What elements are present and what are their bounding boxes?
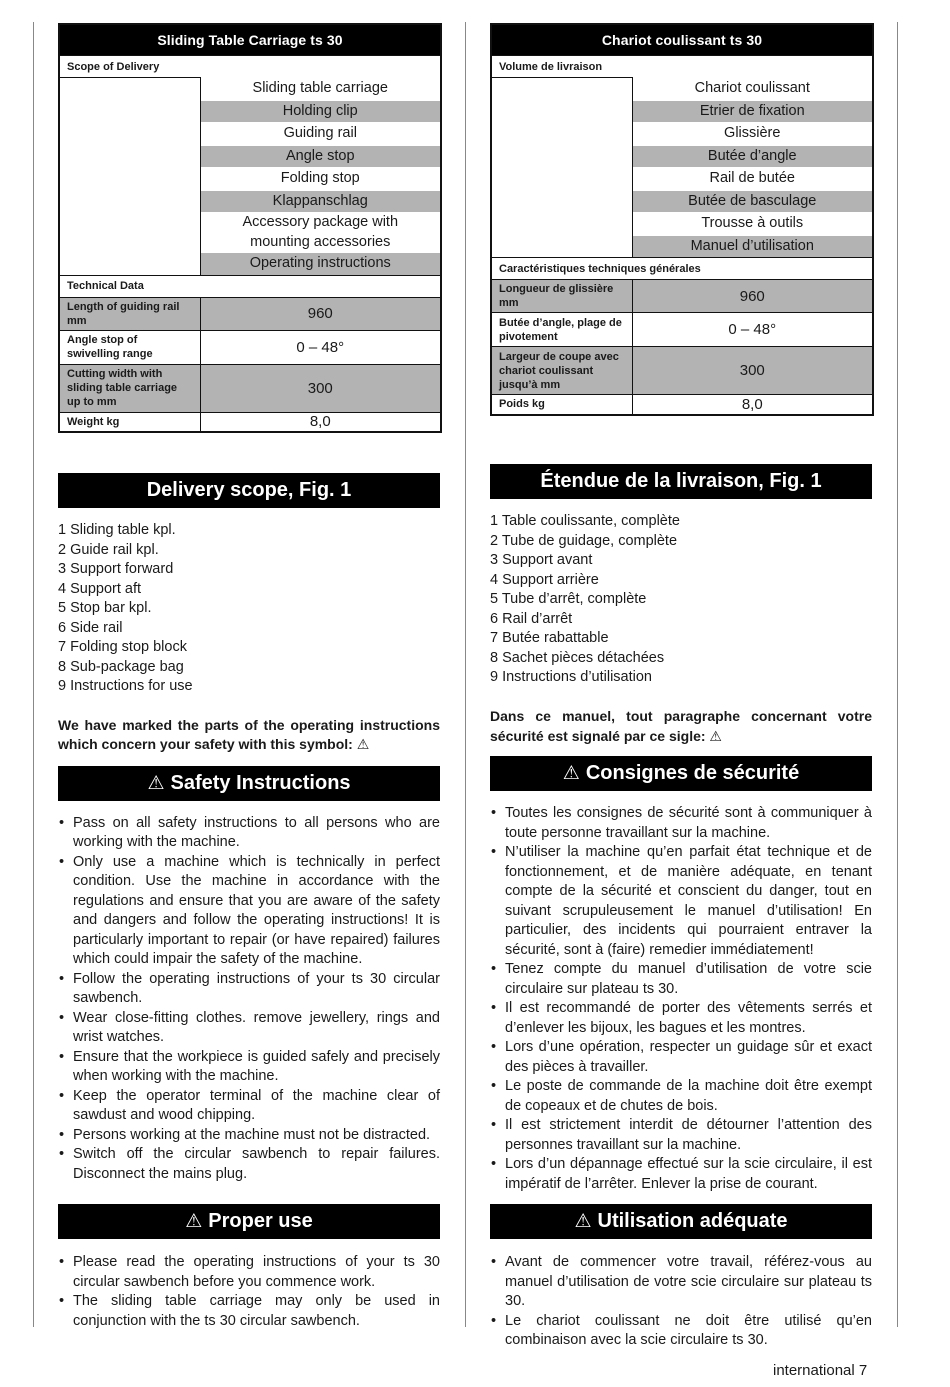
delivery-list	[490, 512, 872, 688]
tech-data-label: Caractéristiques techniques générales	[491, 258, 873, 280]
safety-instructions-heading	[490, 756, 872, 791]
scope-item: Etrier de fixation	[632, 100, 873, 123]
list-item: 6 Rail d’arrêt	[490, 610, 573, 627]
table-title: Sliding Table Carriage ts 30	[59, 24, 441, 56]
scope-blank-cell	[59, 78, 200, 276]
proper-use-list	[490, 1253, 872, 1351]
data-value: 0 – 48°	[632, 313, 873, 347]
data-label: Largeur de coupe avec chariot coulissant jusqu’à mm	[491, 347, 632, 395]
heading-text: Safety Instructions	[170, 771, 351, 794]
data-value: 300	[632, 347, 873, 395]
safety-list	[490, 804, 872, 1194]
list-item: • Ensure that the workpiece is guided safely and precisely when working with the machine.	[58, 1048, 440, 1087]
list-item: 7 Butée rabattable	[490, 630, 609, 646]
scope-item: Klappanschlag	[200, 190, 441, 213]
safety-list	[58, 814, 440, 1185]
spec-table-english	[58, 23, 442, 433]
list-item: 3 Support avant	[490, 552, 593, 568]
delivery-scope-heading: Étendue de la livraison, Fig. 1	[490, 464, 872, 499]
list-item: 5 Stop bar kpl.	[58, 600, 152, 616]
data-label: Butée d’angle, plage de pivotement	[491, 313, 632, 347]
scope-item: Butée d’angle	[632, 145, 873, 168]
list-item: • Toutes les consignes de sécurité sont à communiquer à toute personne travaillant sur la machine.	[490, 804, 872, 843]
scope-item: Butée de basculage	[632, 190, 873, 213]
page-footer: international 7	[773, 1362, 868, 1379]
scope-item: Glissière	[632, 123, 873, 146]
data-label: Weight kg	[59, 412, 200, 432]
table-title: Chariot coulissant ts 30	[491, 24, 873, 56]
data-value: 0 – 48°	[200, 330, 441, 364]
data-label: Length of guiding rail mm	[59, 297, 200, 330]
list-item: • Tenez compte du manuel d’utilisation de votre scie circulaire sur plateau ts 30.	[490, 960, 872, 999]
scope-item: Trousse à outils	[632, 213, 873, 236]
scope-item: Operating instructions	[200, 253, 441, 276]
french-column	[490, 23, 872, 1348]
right-margin-line	[897, 22, 898, 1327]
data-label: Longueur de glissière mm	[491, 280, 632, 313]
delivery-scope-heading: Delivery scope, Fig. 1	[58, 473, 440, 508]
scope-item: Folding stop	[200, 168, 441, 191]
scope-item: Angle stop	[200, 145, 441, 168]
list-item: • Please read the operating instructions of your ts 30 circular sawbench before you commence work.	[58, 1253, 440, 1292]
scope-label: Volume de livraison	[491, 56, 873, 78]
proper-use-list	[58, 1253, 440, 1331]
scope-item: Chariot coulissant	[632, 78, 873, 101]
proper-use-heading	[490, 1204, 872, 1239]
list-item: • Le chariot coulissant ne doit être utilisé qu’en combinaison avec la scie circulaire ts 30.	[490, 1312, 872, 1351]
data-value: 8,0	[200, 412, 441, 432]
scope-item: Manuel d’utilisation	[632, 235, 873, 258]
data-value: 300	[200, 364, 441, 412]
center-divider-line	[465, 22, 466, 1327]
safety-instructions-heading	[58, 766, 440, 801]
list-item: • Lors d’un dépannage effectué sur la scie circulaire, il est impératif de l’arrêter. Enlever la prise de courant.	[490, 1155, 872, 1194]
warning-icon: ⚠	[562, 763, 580, 784]
scope-blank-cell	[491, 78, 632, 258]
scope-item: Guiding rail	[200, 123, 441, 146]
list-item: • Il est strictement interdit de détourner l’attention des personnes travaillant sur la machine.	[490, 1116, 872, 1155]
warning-icon: ⚠	[147, 772, 165, 794]
list-item: 2 Tube de guidage, complète	[490, 532, 678, 549]
list-item: 3 Support forward	[58, 561, 174, 577]
tech-data-label: Technical Data	[59, 275, 441, 297]
data-label: Angle stop of swivelling range	[59, 330, 200, 364]
list-item: 2 Guide rail kpl.	[58, 541, 159, 558]
data-value: 960	[632, 280, 873, 313]
heading-text: Consignes de sécurité	[585, 762, 800, 784]
list-item: 4 Support aft	[58, 580, 142, 597]
list-item: • Lors d’une opération, respecter un guidage sûr et exact des pièces à travailler.	[490, 1038, 872, 1077]
heading-text: Proper use	[208, 1210, 313, 1232]
english-column	[58, 23, 440, 1329]
list-item: • Keep the operator terminal of the machine clear of sawdust and wood chipping.	[58, 1087, 440, 1126]
scope-item: Rail de butée	[632, 168, 873, 191]
list-item: • Le poste de commande de la machine doit être exempt de copeaux et de chutes de bois.	[490, 1077, 872, 1116]
list-item: • Follow the operating instructions of your ts 30 circular sawbench.	[58, 970, 440, 1009]
data-value: 960	[200, 297, 441, 330]
safety-symbol-note: Dans ce manuel, tout paragraphe concernant votre sécurité est signalé par ce sigle: ⚠	[490, 708, 872, 744]
scope-item: Holding clip	[200, 100, 441, 123]
safety-symbol-note: We have marked the parts of the operating instructions which concern your safety with this symbol: ⚠	[58, 716, 440, 752]
data-value: 8,0	[632, 395, 873, 415]
list-item: 1 Table coulissante, complète	[490, 513, 680, 529]
list-item: 9 Instructions for use	[58, 678, 193, 694]
data-label: Poids kg	[491, 395, 632, 415]
list-item: • Persons working at the machine must not be distracted.	[58, 1126, 440, 1146]
list-item: 7 Folding stop block	[58, 639, 187, 655]
list-item: 1 Sliding table kpl.	[58, 522, 176, 538]
list-item: 5 Tube d’arrêt, complète	[490, 591, 647, 607]
scope-item: Accessory package with mounting accessories	[200, 213, 441, 253]
scope-label: Scope of Delivery	[59, 56, 441, 78]
delivery-list	[58, 521, 440, 697]
list-item: • Only use a machine which is technically in perfect condition. Use the machine in accordance with the regulations and ensure that you are aware of the safety and dangers and follow the operating instructions! It is particularly important to repair (or have repaired) failures which could impair the safety of the machine.	[58, 853, 440, 970]
data-label: Cutting width with sliding table carriage up to mm	[59, 364, 200, 412]
list-item: • Switch off the circular sawbench to repair failures. Disconnect the mains plug.	[58, 1145, 440, 1184]
warning-icon: ⚠	[574, 1211, 592, 1232]
list-item: 9 Instructions d’utilisation	[490, 669, 652, 685]
list-item: • Il est recommandé de porter des vêtements serrés et d’enlever les bijoux, les bagues et les montres.	[490, 999, 872, 1038]
proper-use-heading	[58, 1204, 440, 1239]
list-item: 8 Sachet pièces détachées	[490, 649, 665, 666]
list-item: 6 Side rail	[58, 619, 123, 636]
left-margin-line	[33, 22, 34, 1327]
list-item: • The sliding table carriage may only be used in conjunction with the ts 30 circular sawbench.	[58, 1292, 440, 1331]
warning-icon: ⚠	[185, 1211, 203, 1232]
list-item: 4 Support arrière	[490, 571, 599, 588]
spec-table-french	[490, 23, 874, 416]
heading-text: Utilisation adéquate	[597, 1210, 788, 1232]
list-item: • Wear close-fitting clothes. remove jewellery, rings and wrist watches.	[58, 1009, 440, 1048]
list-item: • Pass on all safety instructions to all persons who are working with the machine.	[58, 814, 440, 853]
scope-item: Sliding table carriage	[200, 78, 441, 101]
list-item: 8 Sub-package bag	[58, 658, 184, 675]
list-item: • Avant de commencer votre travail, référez-vous au manuel d’utilisation de votre scie circulaire sur plateau ts 30.	[490, 1253, 872, 1312]
list-item: • N’utiliser la machine qu’en parfait état technique et de fonctionnement, et de manière adéquate, en tenant compte de la sécurité et conscient du danger, tout en suivant scrupuleusement le manuel d’utilisation! En particulier, des incidents qui pourraient entraver la sécurité, sont à (faire) remedier immédiatement!	[490, 843, 872, 960]
